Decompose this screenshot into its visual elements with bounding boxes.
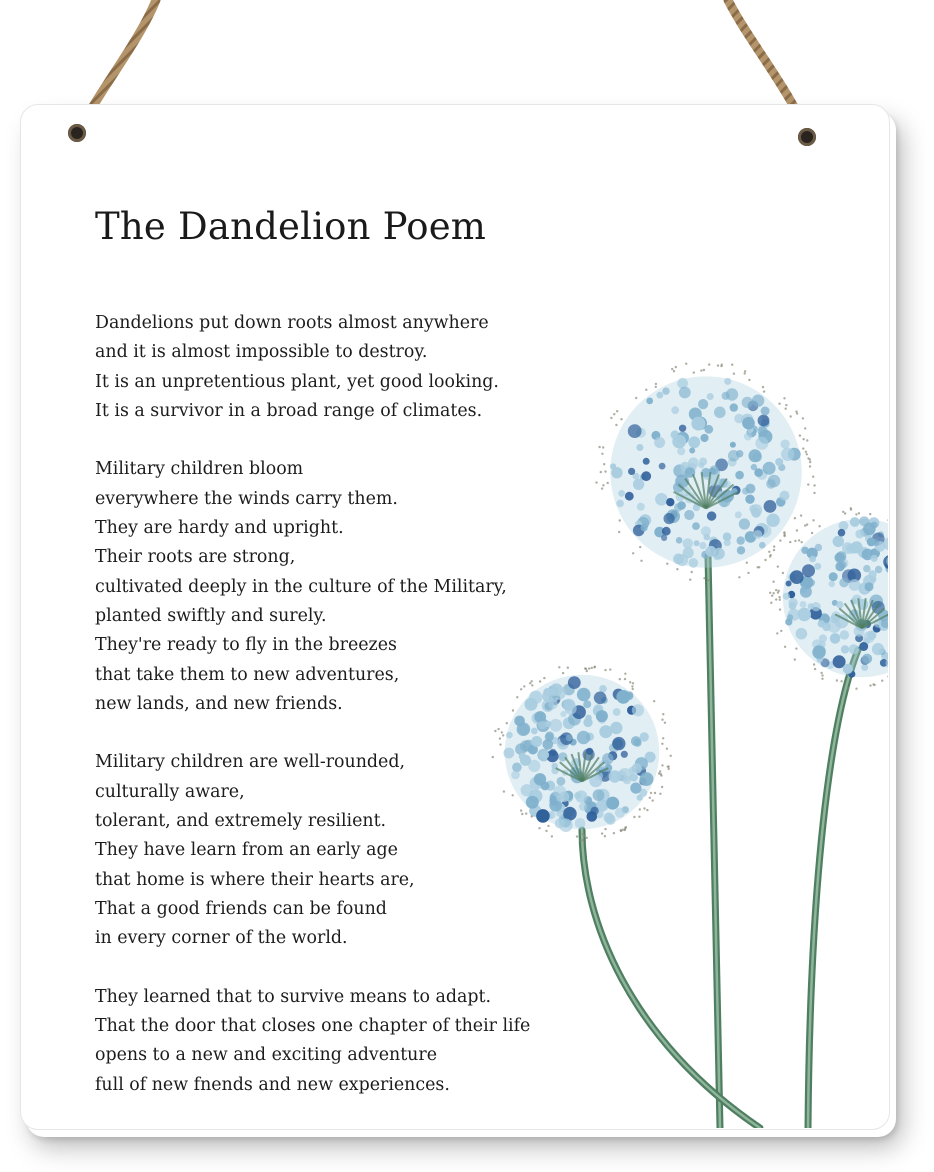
poem-line: in every corner of the world. xyxy=(95,928,348,949)
poem-line: They learned that to survive means to adapt. xyxy=(95,986,491,1007)
allium-flower-illustration xyxy=(470,360,888,1128)
poem-line: They're ready to fly in the breezes xyxy=(95,635,397,656)
hanging-hole-left xyxy=(68,124,86,142)
flower-head-right xyxy=(769,507,888,690)
poem-title: The Dandelion Poem xyxy=(95,205,487,248)
poem-line: Dandelions put down roots almost anywhere xyxy=(95,313,489,333)
poem-line: tolerant, and extremely resilient. xyxy=(95,811,387,832)
poem-line: Military children are well-rounded, xyxy=(95,752,405,773)
poem-line: new lands, and new friends. xyxy=(95,693,343,714)
poem-line: Their roots are strong, xyxy=(95,547,296,568)
flower-stem-right xyxy=(808,650,858,1128)
poem-line: Military children bloom xyxy=(95,459,304,480)
poem-line: that home is where their hearts are, xyxy=(95,869,415,890)
stanza-3 xyxy=(95,748,525,953)
poem-line: It is a survivor in a broad range of climates. xyxy=(95,400,483,421)
poem-line: that take them to new adventures, xyxy=(95,664,400,685)
poem-line: everywhere the winds carry them. xyxy=(95,488,398,509)
poem-line: full of new fnends and new experiences. xyxy=(95,1074,450,1095)
flower-head-small xyxy=(492,666,672,842)
stanza-4 xyxy=(95,983,531,1100)
flower-head-large xyxy=(595,363,816,582)
poem-line: That a good friends can be found xyxy=(95,898,387,919)
stanza-2 xyxy=(95,455,525,719)
poem-body xyxy=(95,309,531,1129)
hanging-hole-right xyxy=(798,128,816,146)
poem-line: and it is almost impossible to destroy. xyxy=(95,342,428,363)
flower-stem-short xyxy=(582,830,760,1128)
poem-line: They have learn from an early age xyxy=(95,840,398,861)
poem-line: That the door that closes one chapter of their life xyxy=(95,1016,531,1037)
stanza-1 xyxy=(95,309,525,426)
poem-line: culturally aware, xyxy=(95,781,245,802)
poem-line: opens to a new and exciting adventure xyxy=(95,1045,437,1066)
poem-line: It is an unpretentious plant, yet good looking. xyxy=(95,371,499,392)
poem-line: planted swiftly and surely. xyxy=(95,605,327,626)
poem-line: They are hardy and upright. xyxy=(95,518,344,539)
poem-line: cultivated deeply in the culture of the Military, xyxy=(95,576,507,597)
